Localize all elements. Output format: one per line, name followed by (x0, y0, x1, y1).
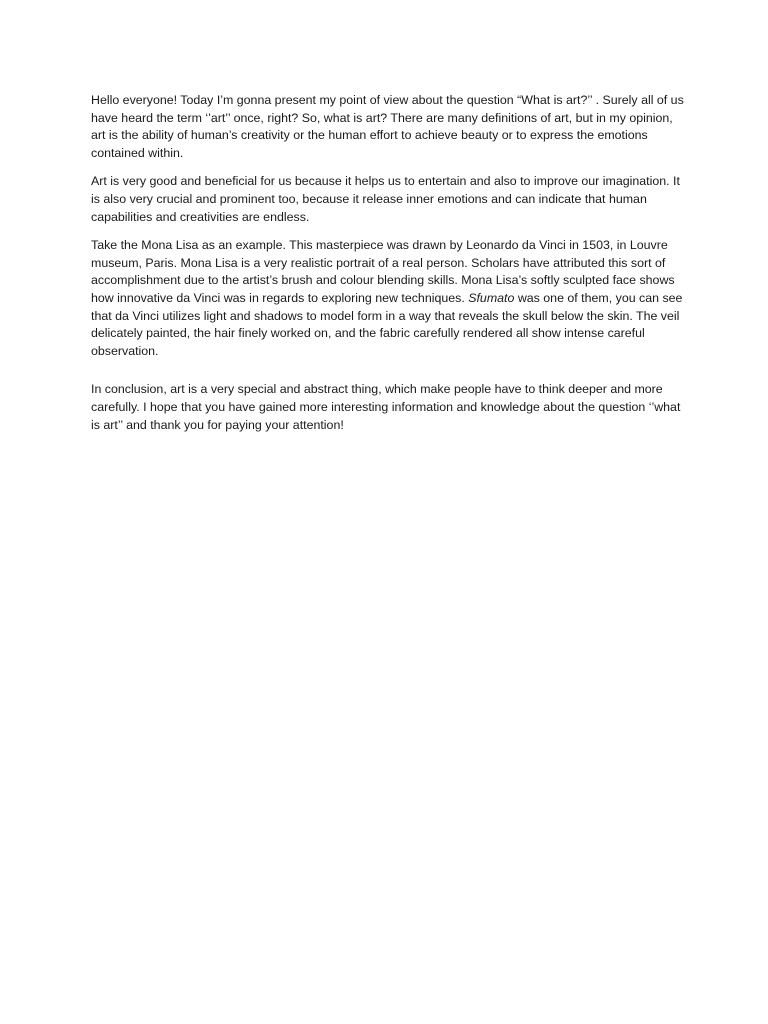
paragraph-mona-lisa-text-end: was one of them, you can see that da Vinci utilizes light and shadows to model form in a way that reveals the skull below the skin. The veil delicately painted, the hair finely worked on, and the fabric carefully rendered all show intense careful observation. (91, 290, 683, 358)
paragraph-benefits: Art is very good and beneficial for us because it helps us to entertain and also to improve our imagination. It is also very crucial and prominent too, because it release inner emotions and can indicate that human capabilities and creativities are endless. (91, 174, 680, 224)
paragraph-introduction: Hello everyone! Today I’m gonna present my point of view about the question “What is art?’’ . Surely all of us have heard the term ‘’art’’ once, right? So, what is art? There are many definitions of art, but in my opinion, art is the ability of human’s creativity or the human effort to achieve beauty or to express the emotions contained within. (91, 93, 684, 160)
sfumato-term: Sfumato (468, 290, 515, 305)
paragraph-mona-lisa-text-start: Take the Mona Lisa as an example. This masterpiece was drawn by Leonardo da Vinci in 1503, in Louvre museum, Paris. Mona Lisa is a very realistic portrait of a real person. Scholars have attributed this sort of accomplishment due to the artist’s brush and colour blending skills. Mona Lisa’s softly sculpted face shows how innovative da Vinci was in regards to exploring new techniques. (91, 238, 675, 305)
paragraph-conclusion: In conclusion, art is a very special and abstract thing, which make people have to think deeper and more carefully. I hope that you have gained more interesting information and knowledge about the question ‘’what is art’’ and thank you for paying your attention! (91, 382, 681, 432)
document-body (91, 92, 689, 445)
paragraph-mona-lisa-example (91, 237, 689, 360)
